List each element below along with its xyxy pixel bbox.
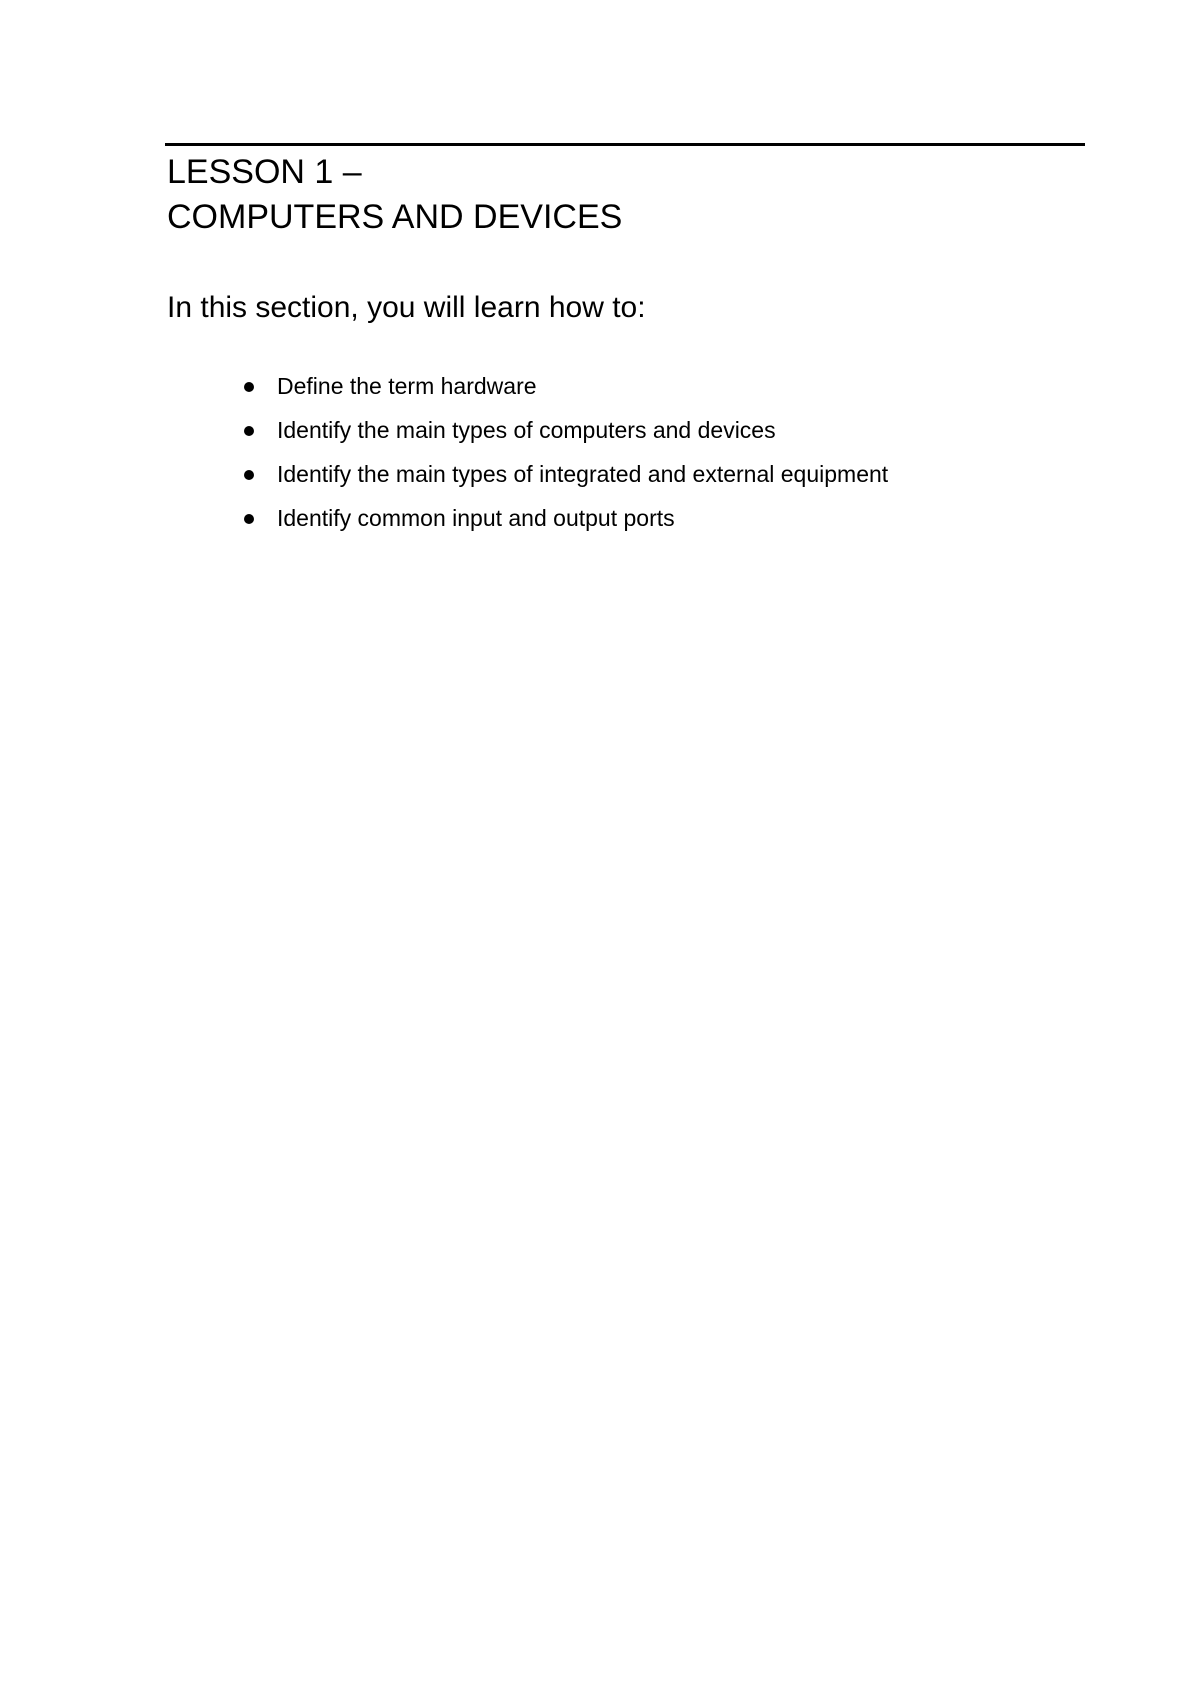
lesson-title bbox=[167, 150, 622, 240]
lesson-title-line-1: LESSON 1 – bbox=[167, 153, 362, 191]
bullet-icon bbox=[244, 514, 254, 524]
objective-item bbox=[0, 414, 1200, 458]
bullet-icon bbox=[244, 426, 254, 436]
objective-text: Identify the main types of integrated and external equipment bbox=[277, 461, 889, 487]
objective-item bbox=[0, 458, 1200, 502]
objective-text: Identify common input and output ports bbox=[277, 505, 675, 531]
objective-item bbox=[0, 370, 1200, 414]
objective-text: Identify the main types of computers and devices bbox=[277, 417, 776, 443]
lesson-title-line-2: COMPUTERS AND DEVICES bbox=[167, 198, 623, 236]
objective-text: Define the term hardware bbox=[277, 373, 537, 399]
learning-objectives-list bbox=[0, 370, 1200, 546]
objective-item bbox=[0, 502, 1200, 546]
bullet-icon bbox=[244, 382, 254, 392]
section-intro: In this section, you will learn how to: bbox=[167, 291, 646, 324]
title-rule bbox=[165, 143, 1085, 146]
bullet-icon bbox=[244, 470, 254, 480]
